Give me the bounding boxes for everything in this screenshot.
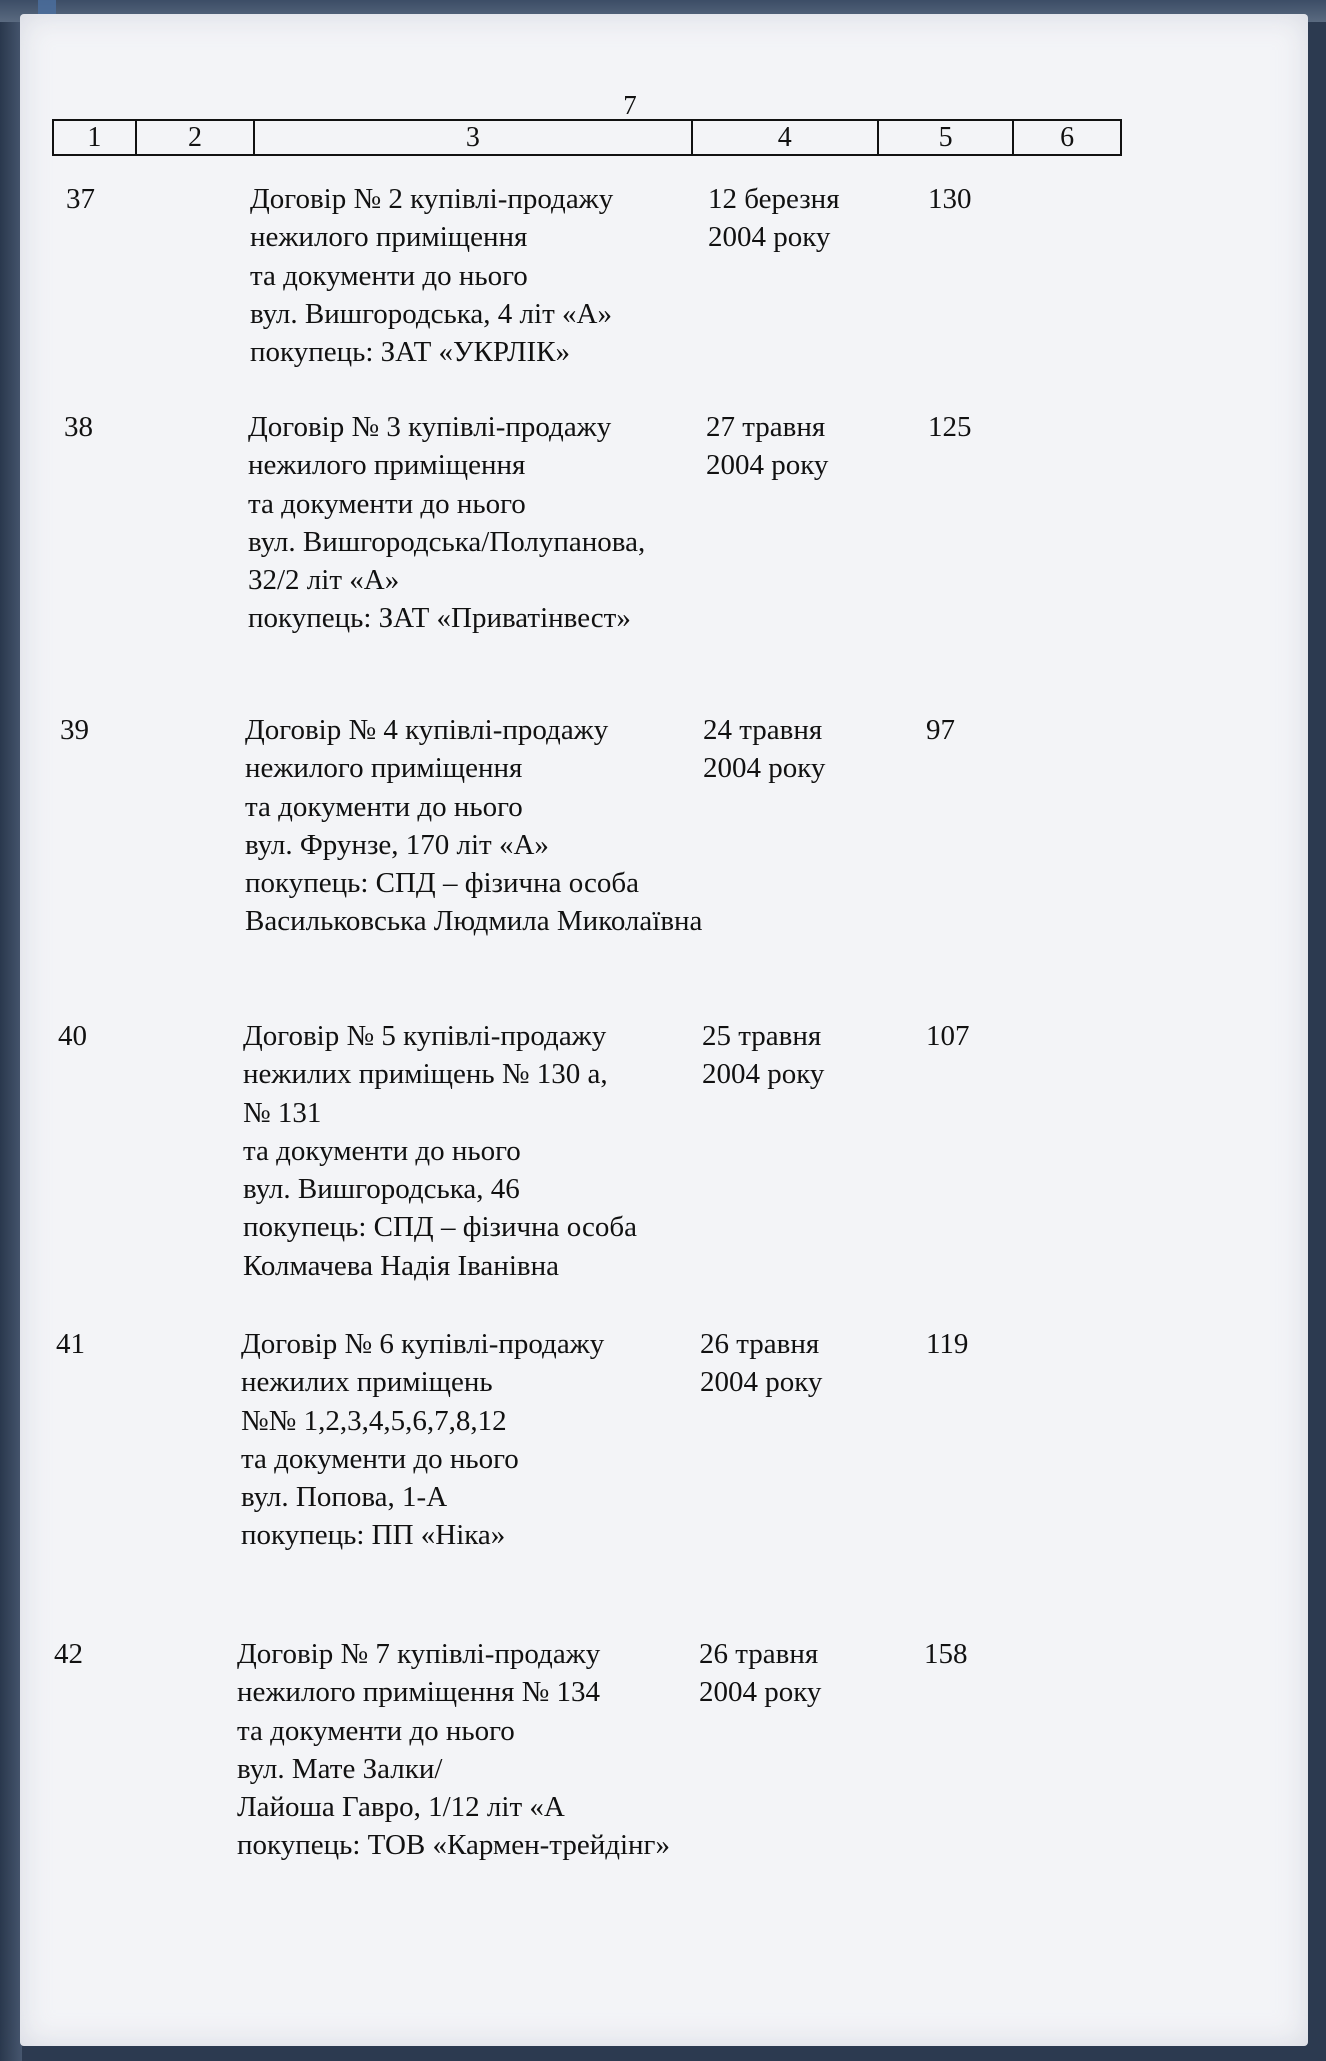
column-header-table <box>52 119 1122 156</box>
description-line: Договір № 7 купівлі-продажу <box>237 1638 601 1670</box>
entry-date <box>706 408 828 485</box>
description-line: №№ 1,2,3,4,5,6,7,8,12 <box>241 1404 507 1437</box>
entry-description <box>250 180 613 371</box>
page-number: 7 <box>623 90 637 120</box>
entry-description <box>245 711 702 941</box>
column-header-6: 6 <box>1013 120 1121 155</box>
date-line: 2004 року <box>700 1366 823 1399</box>
entry-number: 42 <box>54 1638 83 1670</box>
entry-pages: 130 <box>928 183 972 215</box>
description-line: вул. Вишгородська, 4 літ «А» <box>250 297 612 330</box>
description-line: покупець: СПД – фізична особа <box>245 867 639 900</box>
date-line: 2004 року <box>703 752 826 785</box>
description-line: та документи до нього <box>241 1442 519 1475</box>
description-line: покупець: ЗАТ «Приватінвест» <box>248 602 631 635</box>
description-line: № 131 <box>243 1096 322 1129</box>
description-line: вул. Вишгородська/Полупанова, <box>248 525 646 558</box>
date-line: 2004 року <box>699 1676 822 1709</box>
description-line: нежилого приміщення <box>250 221 528 254</box>
description-line: нежилого приміщення <box>245 752 523 785</box>
date-line: 2004 року <box>708 221 831 254</box>
column-header-3: 3 <box>254 120 691 155</box>
entry-number: 38 <box>64 411 93 443</box>
description-line: покупець: СПД – фізична особа <box>243 1211 637 1244</box>
description-line: покупець: ЗАТ «УКРЛІК» <box>250 336 571 369</box>
entry-number: 37 <box>66 183 95 215</box>
entry-description <box>241 1325 604 1555</box>
entry-pages: 158 <box>924 1638 968 1670</box>
description-line: покупець: ТОВ «Кармен-трейдінг» <box>237 1829 670 1862</box>
entry-description <box>243 1017 637 1285</box>
description-line: Договір № 5 купівлі-продажу <box>243 1020 607 1052</box>
description-line: та документи до нього <box>248 487 526 520</box>
description-line: Договір № 3 купівлі-продажу <box>248 411 612 443</box>
entry-date <box>703 711 825 788</box>
description-line: покупець: ПП «Ніка» <box>241 1519 506 1552</box>
description-line: нежилого приміщення <box>248 449 526 482</box>
description-line: вул. Фрунзе, 170 літ «А» <box>245 828 549 861</box>
date-line: 26 травня <box>699 1638 819 1670</box>
description-line: та документи до нього <box>243 1134 521 1167</box>
entry-pages: 97 <box>926 714 955 746</box>
entry-number: 39 <box>60 714 89 746</box>
entry-pages: 119 <box>926 1328 969 1360</box>
entry-date <box>700 1325 822 1402</box>
date-line: 25 травня <box>702 1020 822 1052</box>
description-line: 32/2 літ «А» <box>248 564 400 597</box>
entry-description <box>237 1635 670 1865</box>
entry-pages: 125 <box>928 411 972 443</box>
entry-date <box>699 1635 821 1712</box>
entry-date <box>708 180 840 257</box>
column-header-5: 5 <box>878 120 1014 155</box>
description-line: нежилих приміщень № 130 а, <box>243 1058 608 1091</box>
description-line: Договір № 2 купівлі-продажу <box>250 183 614 215</box>
date-line: 24 травня <box>703 714 823 746</box>
binding-edge <box>0 0 22 2061</box>
date-line: 12 березня <box>708 183 840 215</box>
description-line: та документи до нього <box>237 1714 515 1747</box>
description-line: та документи до нього <box>250 259 528 292</box>
description-line: Договір № 6 купівлі-продажу <box>241 1328 605 1360</box>
description-line: та документи до нього <box>245 790 523 823</box>
description-line: нежилого приміщення № 134 <box>237 1676 601 1709</box>
entry-number: 41 <box>56 1328 85 1360</box>
description-line: Колмачева Надія Іванівна <box>243 1249 559 1282</box>
date-line: 2004 року <box>706 449 829 482</box>
date-line: 26 травня <box>700 1328 820 1360</box>
description-line: вул. Мате Залки/ <box>237 1752 443 1785</box>
column-header-4: 4 <box>692 120 878 155</box>
date-line: 2004 року <box>702 1058 825 1091</box>
description-line: Лайоша Гавро, 1/12 літ «А <box>237 1791 565 1824</box>
entry-pages: 107 <box>926 1020 970 1052</box>
entry-number: 40 <box>58 1020 87 1052</box>
description-line: нежилих приміщень <box>241 1366 493 1399</box>
description-line: вул. Вишгородська, 46 <box>243 1173 520 1206</box>
column-header-1: 1 <box>53 120 136 155</box>
entry-date <box>702 1017 824 1094</box>
description-line: Договір № 4 купівлі-продажу <box>245 714 609 746</box>
entry-description <box>248 408 645 638</box>
column-header-2: 2 <box>136 120 255 155</box>
date-line: 27 травня <box>706 411 826 443</box>
description-line: Васильковська Людмила Миколаївна <box>245 905 703 938</box>
description-line: вул. Попова, 1-А <box>241 1481 448 1514</box>
